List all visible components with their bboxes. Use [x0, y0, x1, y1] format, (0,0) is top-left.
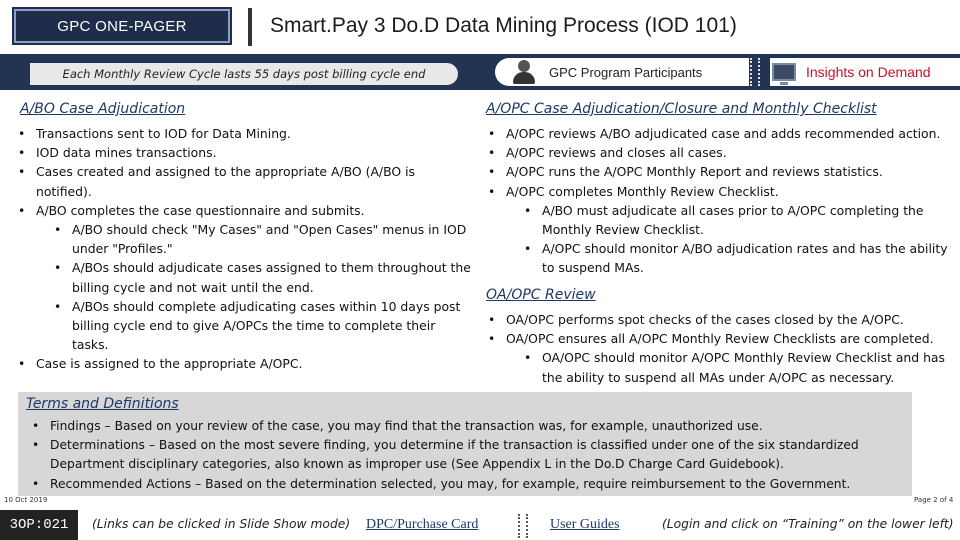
list-item: • A/BO should check "My Cases" and "Open Cases" menus in IOD under "Profiles." — [14, 220, 474, 258]
list-item: • IOD data mines transactions. — [14, 143, 474, 162]
list-item: • A/BOs should adjudicate cases assigned to them throughout the billing cycle and not wait until the end. — [14, 258, 474, 296]
page-number: Page 2 of 4 — [914, 496, 954, 504]
abo-heading: A/BO Case Adjudication — [20, 101, 186, 117]
list-item: • Findings – Based on your review of the case, you may find that the transaction was, for example, unauthorized use. — [30, 417, 900, 436]
user-guides-link[interactable]: User Guides — [550, 517, 620, 532]
login-note: (Login and click on “Training” on the lower left) — [662, 517, 954, 531]
insights-label: Insights on Demand — [806, 64, 931, 80]
oaopc-review-heading: OA/OPC Review — [486, 287, 596, 303]
list-item: • A/OPC runs the A/OPC Monthly Report and reviews statistics. — [484, 162, 954, 181]
aopc-heading: A/OPC Case Adjudication/Closure and Monthly Checklist — [486, 101, 877, 117]
list-item: • OA/OPC performs spot checks of the cases closed by the A/OPC. — [484, 310, 954, 329]
list-item: • Determinations – Based on the most severe finding, you determine if the transaction is classified under one of the six standardized Department disciplinary categories, also known as improper use (See Appendix L in the Do.D Charge Card Guidebook). — [30, 436, 900, 474]
gpc-one-pager-badge: GPC ONE-PAGER — [14, 9, 230, 43]
list-item: • A/OPC completes Monthly Review Checklist. — [484, 182, 954, 201]
list-item: • OA/OPC ensures all A/OPC Monthly Review Checklists are completed. — [484, 329, 954, 348]
list-item: • OA/OPC should monitor A/OPC Monthly Review Checklist and has the ability to suspend all MAs under A/OPC as necessary. — [484, 348, 954, 386]
list-item: • A/BO must adjudicate all cases prior to A/OPC completing the Monthly Review Checklist. — [484, 201, 954, 239]
list-item: • Cases created and assigned to the appropriate A/BO (A/BO is notified). — [14, 162, 474, 200]
list-item: • Case is assigned to the appropriate A/OPC. — [14, 354, 474, 373]
insights-on-demand-link[interactable] — [770, 58, 960, 86]
participants-label: GPC Program Participants — [549, 64, 703, 80]
list-item: • Transactions sent to IOD for Data Mining. — [14, 124, 474, 143]
review-cycle-note: Each Monthly Review Cycle lasts 55 days post billing cycle end — [30, 63, 458, 85]
footer-dotted-divider — [518, 514, 528, 538]
list-item: • A/OPC reviews A/BO adjudicated case and adds recommended action. — [484, 124, 954, 143]
monitor-icon — [772, 63, 796, 81]
list-item: • Recommended Actions – Based on the determination selected, you may, for example, require reimbursement to the Government. — [30, 475, 900, 494]
header-dotted-divider — [750, 58, 760, 86]
list-item: • A/OPC reviews and closes all cases. — [484, 143, 954, 162]
list-item: • A/OPC should monitor A/BO adjudication rates and has the ability to suspend MAs. — [484, 239, 954, 277]
list-item: • A/BOs should complete adjudicating cases within 10 days post billing cycle end to give A/OPCs the time to complete their tasks. — [14, 297, 474, 355]
links-note: (Links can be clicked in Slide Show mode) — [92, 517, 351, 531]
abo-list — [14, 124, 474, 374]
person-icon — [509, 58, 539, 86]
terms-heading: Terms and Definitions — [26, 396, 179, 412]
dpc-purchase-card-link[interactable]: DPC/Purchase Card — [366, 517, 479, 532]
header-divider — [248, 8, 252, 46]
list-item: • A/BO completes the case questionnaire and submits. — [14, 201, 474, 220]
aopc-list — [484, 124, 954, 278]
oaopc-list — [484, 310, 954, 387]
op-code-badge: 3OP:021 — [0, 510, 78, 540]
date-label: 10 Oct 2019 — [4, 496, 48, 504]
gpc-program-participants-link[interactable] — [495, 58, 749, 86]
page-title: Smart.Pay 3 Do.D Data Mining Process (IOD 101) — [270, 14, 737, 37]
terms-list — [30, 417, 900, 494]
